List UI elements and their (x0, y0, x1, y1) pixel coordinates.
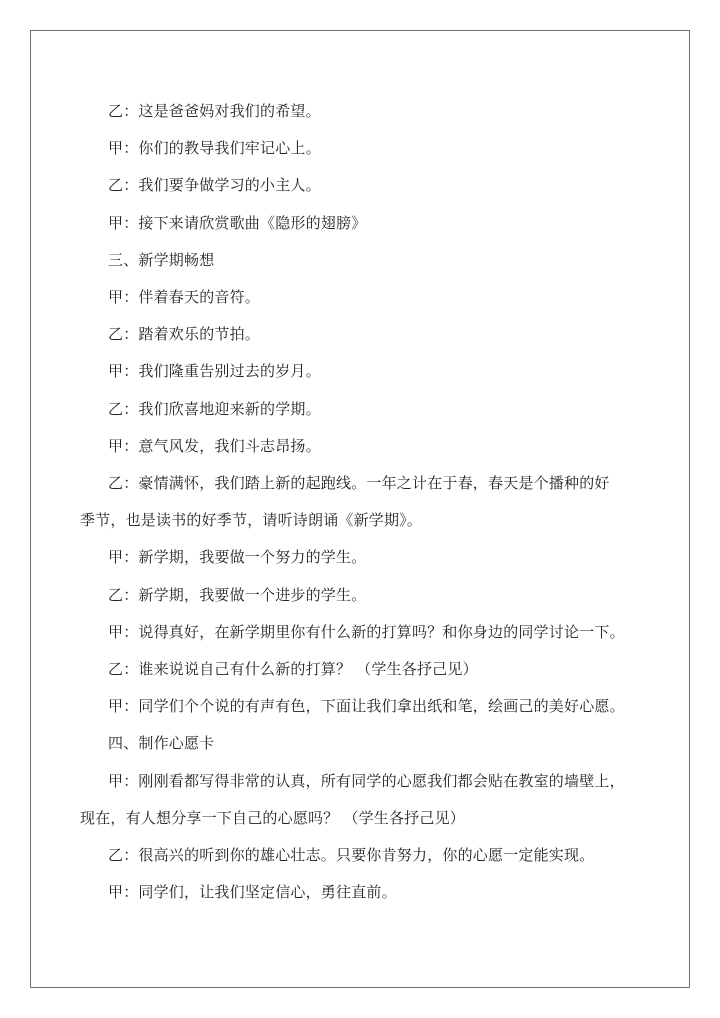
paragraph: 乙：这是爸爸妈对我们的希望。 (108, 102, 321, 120)
paragraph-continuation: 季节，也是读书的好季节，请听诗朗诵《新学期》。 (80, 511, 423, 530)
paragraph: 甲：接下来请欣赏歌曲《隐形的翅膀》 (108, 213, 367, 232)
paragraph: 乙：我们欣喜地迎来新的学期。 (108, 399, 321, 418)
document-body (80, 93, 628, 911)
section-heading: 四、制作心愿卡 (108, 734, 215, 753)
paragraph: 乙：踏着欢乐的节拍。 (108, 325, 261, 344)
paragraph: 乙：豪情满怀，我们踏上新的起跑线。一年之计在于春，春天是个播种的好 (108, 474, 610, 493)
paragraph: 甲：伴着春天的音符。 (108, 288, 261, 307)
paragraph: 甲：说得真好，在新学期里你有什么新的打算吗？和你身边的同学讨论一下。 (108, 622, 625, 641)
paragraph: 甲：意气风发，我们斗志昂扬。 (108, 436, 321, 455)
section-heading: 三、新学期畅想 (108, 250, 215, 269)
paragraph: 乙：我们要争做学习的小主人。 (108, 176, 321, 195)
paragraph: 乙：谁来说说自己有什么新的打算？ （学生各抒己见） (108, 660, 478, 679)
paragraph: 甲：新学期，我要做一个努力的学生。 (108, 548, 367, 567)
paragraph: 甲：同学们个个说的有声有色，下面让我们拿出纸和笔，绘画己的美好心愿。 (108, 697, 625, 716)
paragraph: 乙：很高兴的听到你的雄心壮志。只要你肯努力，你的心愿一定能实现。 (108, 846, 595, 865)
paragraph: 甲：同学们，让我们坚定信心，勇往直前。 (108, 883, 397, 902)
paragraph: 甲：刚刚看都写得非常的认真，所有同学的心愿我们都会贴在教室的墙壁上， (108, 771, 625, 790)
paragraph: 甲：你们的教导我们牢记心上。 (108, 139, 321, 158)
paragraph: 乙：新学期，我要做一个进步的学生。 (108, 585, 367, 604)
paragraph-continuation: 现在，有人想分享一下自己的心愿吗？ （学生各抒己见） (80, 808, 465, 827)
paragraph: 甲：我们隆重告别过去的岁月。 (108, 362, 321, 381)
